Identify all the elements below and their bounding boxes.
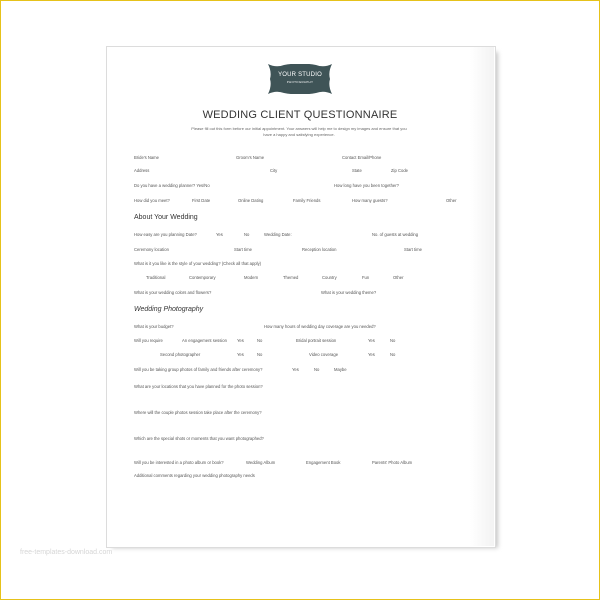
- intro-line-1: Please fill out this form before our initial appointment. Your answers will help me to design my images and ensure that you: [191, 126, 407, 131]
- logo-subtitle: PHOTOGRAPHY: [286, 80, 314, 84]
- yes-option: Yes: [292, 367, 299, 372]
- intro-text: [150, 126, 448, 138]
- reception-location-label: Reception location: [302, 247, 337, 252]
- contact-label: Contact Email/Phone: [342, 155, 382, 160]
- album-option: Engagement Book: [306, 460, 341, 465]
- page-title: WEDDING CLIENT QUESTIONNAIRE: [202, 109, 398, 121]
- album-option: Wedding Album: [246, 460, 276, 465]
- video-option: Video coverage: [309, 352, 339, 357]
- style-option: Fun: [362, 275, 370, 280]
- yes-option: Yes: [368, 338, 375, 343]
- guests-label: No. of guests at wedding: [372, 232, 419, 237]
- meet-question: How did you meet?: [134, 198, 170, 203]
- album-option: Parents' Photo Album: [372, 460, 413, 465]
- require-question: Will you require: [134, 338, 163, 343]
- theme-question: What is your wedding theme?: [321, 290, 377, 295]
- ceremony-start-label: Start time: [234, 247, 252, 252]
- logo-name: YOUR STUDIO: [278, 72, 322, 78]
- style-option: Modern: [244, 275, 259, 280]
- no-option: No: [390, 338, 396, 343]
- yes-option: Yes: [368, 352, 375, 357]
- bride-name-label: Bride's Name: [134, 155, 160, 160]
- couple-question: Where will the couple photos session take place after the ceremony?: [134, 410, 262, 415]
- date-question: How easy are you planning Date?: [134, 232, 197, 237]
- no-option: No: [314, 367, 320, 372]
- yes-option: Yes: [237, 352, 244, 357]
- state-label: State: [352, 168, 362, 173]
- no-option: No: [390, 352, 396, 357]
- hours-question: How many hours of wedding day coverage are you needed?: [264, 324, 376, 329]
- reception-start-label: Start time: [404, 247, 422, 252]
- intro-line-2: have a happy and satisfying experience.: [263, 132, 335, 137]
- style-option: Themed: [283, 275, 299, 280]
- yes-option: Yes: [237, 338, 244, 343]
- style-option: Country: [322, 275, 337, 280]
- address-label: Address: [134, 168, 150, 173]
- family-question: Will you be taking group photos of family and friends after ceremony?: [134, 367, 263, 372]
- ceremony-location-label: Ceremony location: [134, 247, 169, 252]
- photography-heading: Wedding Photography: [134, 306, 204, 313]
- no-option: No: [257, 352, 263, 357]
- together-question: How long have you been together?: [334, 183, 399, 188]
- style-option: Other: [393, 275, 404, 280]
- city-label: City: [270, 168, 278, 173]
- meet-option: How many guests?: [352, 198, 388, 203]
- groom-name-label: Groom's Name: [236, 155, 265, 160]
- bridal-option: Bridal portrait session: [296, 338, 337, 343]
- meet-option: Family Friends: [293, 198, 321, 203]
- comments-question: Additional comments regarding your wedding photography needs: [134, 473, 255, 478]
- budget-question: What is your budget?: [134, 324, 174, 329]
- wedding-date-label: Wedding Date:: [264, 232, 292, 237]
- style-option: Traditional: [146, 275, 166, 280]
- meet-option: Other: [446, 198, 457, 203]
- locations-question: What are your locations that you have planned for the photo session?: [134, 384, 263, 389]
- meet-option: First Date: [192, 198, 211, 203]
- yes-option: Yes: [216, 232, 223, 237]
- logo-ribbon-icon: [266, 64, 334, 94]
- no-option: No: [244, 232, 250, 237]
- meet-option: Online Dating: [238, 198, 264, 203]
- maybe-option: Maybe: [334, 367, 347, 372]
- studio-logo: [266, 64, 334, 94]
- album-question: Will you be interested in a photo album or book?: [134, 460, 224, 465]
- zip-label: Zip Code: [391, 168, 408, 173]
- second-photographer-option: Second photographer: [160, 352, 201, 357]
- no-option: No: [257, 338, 263, 343]
- watermark-text: free-templates-download.com: [20, 549, 113, 556]
- shots-question: Which are the special shots or moments that you want photographed?: [134, 436, 264, 441]
- engagement-option: An engagement session: [182, 338, 227, 343]
- planner-question: Do you have a wedding planner? Yes/No: [134, 183, 210, 188]
- style-question: What is it you like is the style of your wedding? (Check all that apply): [134, 261, 262, 266]
- about-heading: About Your Wedding: [134, 214, 198, 221]
- style-option: Contemporary: [189, 275, 216, 280]
- colors-question: What is your wedding colors and flowers?: [134, 290, 212, 295]
